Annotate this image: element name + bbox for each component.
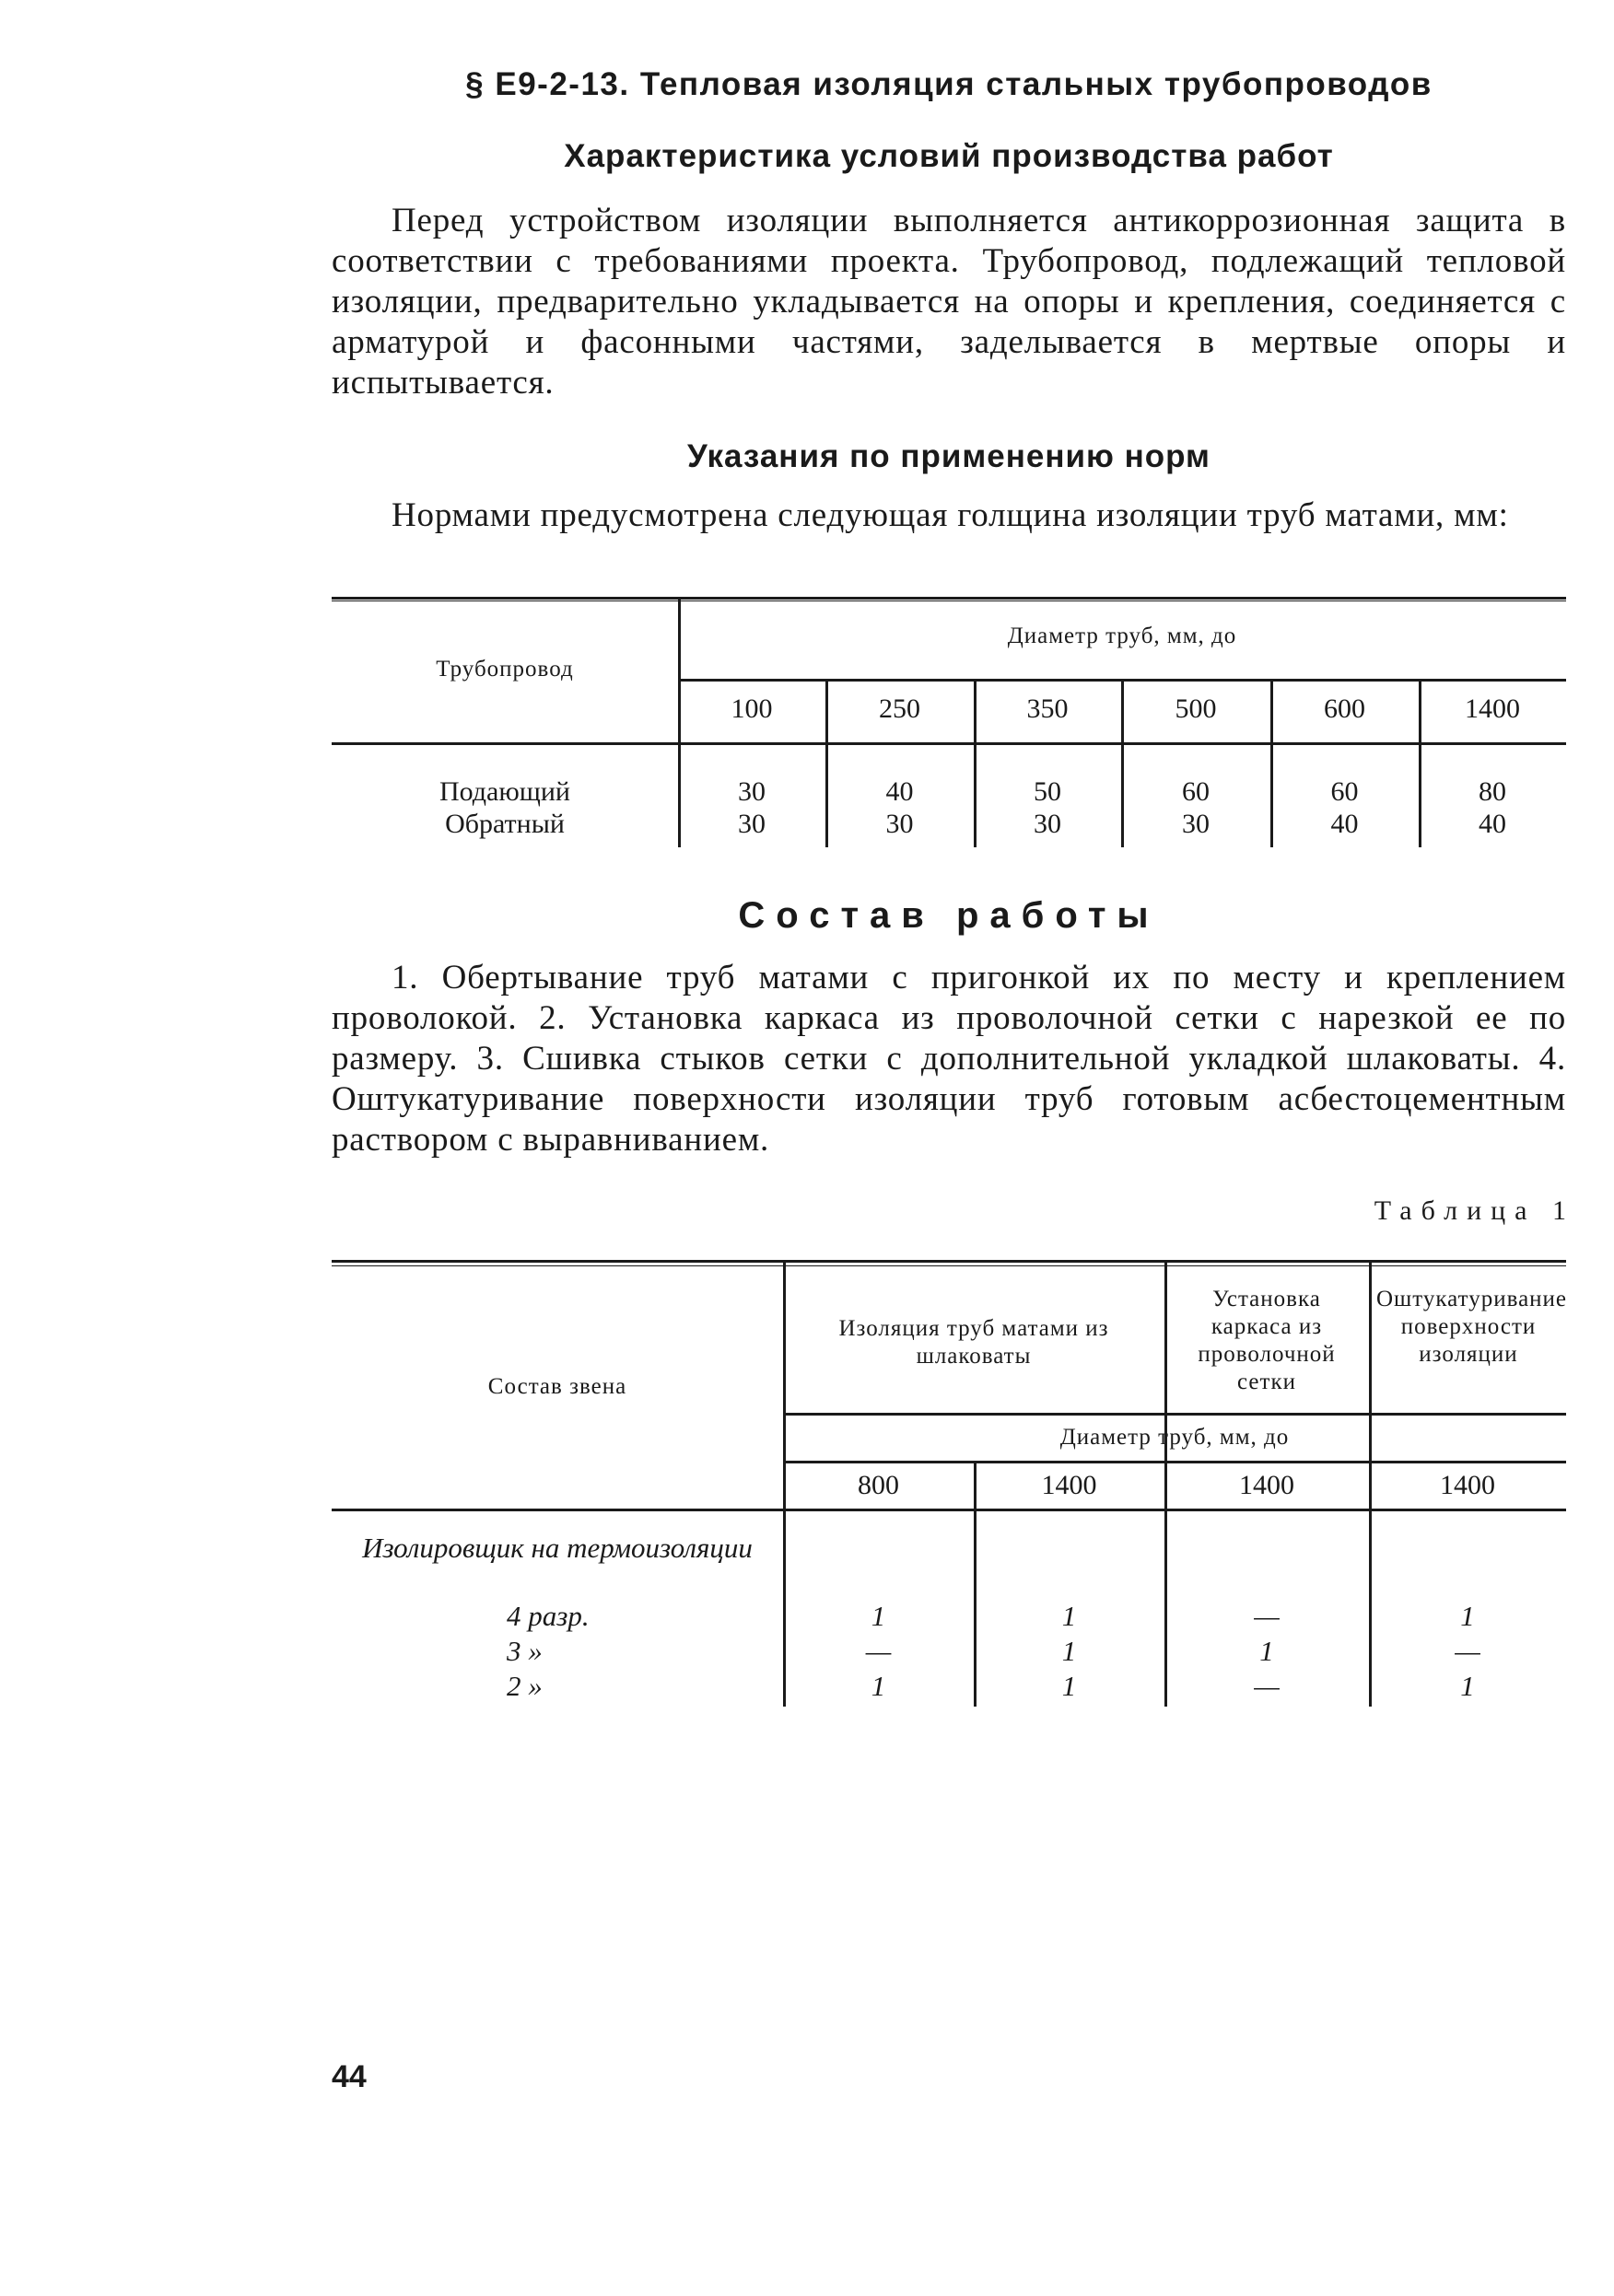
diameter-header: 1400: [1239, 1470, 1294, 1500]
table-cell: 40: [1330, 809, 1359, 839]
table-cell: 50: [1034, 776, 1061, 807]
grade-label: 3 »: [507, 1635, 543, 1667]
diameter-header: 350: [1026, 693, 1069, 724]
diameter-header: 100: [731, 693, 773, 724]
table-cell: 30: [1034, 809, 1061, 839]
section-title: § Е9-2-13. Тепловая изоляция стальных трубопроводов: [465, 66, 1433, 102]
diameter-header: 500: [1175, 693, 1217, 724]
table-caption: Таблица 1: [1374, 1195, 1575, 1226]
table-cell: 1: [1259, 1635, 1274, 1667]
row-name: Обратный: [445, 809, 565, 839]
row-name: Подающий: [439, 776, 570, 807]
diameter-header: 600: [1324, 693, 1365, 724]
diameter-header: 800: [858, 1470, 899, 1500]
diameter-header: 1400: [1440, 1470, 1495, 1500]
table-cell: 60: [1182, 776, 1210, 807]
crew-col-header: Состав звена: [487, 1374, 627, 1399]
grade-label: 4 разр.: [507, 1600, 590, 1632]
table-cell: —: [1455, 1635, 1480, 1667]
work-heading: Состав работы: [738, 895, 1160, 936]
group-header-frame: Установка каркаса из проволочной сетки: [1198, 1287, 1336, 1394]
page-number: 44: [332, 2059, 367, 2094]
table-cell: 1: [1460, 1600, 1475, 1632]
table-cell: 80: [1479, 776, 1506, 807]
table-cell: —: [1254, 1670, 1280, 1702]
table-cell: 60: [1330, 776, 1359, 807]
table-cell: —: [1254, 1600, 1280, 1632]
table-cell: 30: [885, 809, 914, 839]
document-page: [332, 0, 1575, 2296]
table-cell: 1: [1061, 1600, 1077, 1632]
thickness-group-header: Диаметр труб, мм, до: [1007, 624, 1237, 648]
norms-paragraph: Нормами предусмотрена следующая голщина изоляции труб матами, мм:: [392, 496, 1509, 534]
norms-heading: Указания по применению норм: [687, 438, 1210, 474]
table-cell: 1: [1061, 1670, 1077, 1702]
worker-title: Изолировщик на термоизоляции: [362, 1532, 753, 1564]
diameter-header: 1400: [1041, 1470, 1097, 1500]
work-paragraph: 1. Обертывание труб матами с пригонкой их по месту и креплением проволокой. 2. Установка каркаса из проволочной сетки с нарезкой ее по размеру. 3. Сшивка стыков сетки с дополнительной укладкой шлаковаты. 4. Оштукатуривание поверхности изоляции труб готовым асбестоцементным раствором с выравниванием.: [332, 959, 1566, 1159]
diameter-header: 250: [879, 693, 920, 724]
crew-diameter-header: Диаметр труб, мм, до: [1059, 1425, 1290, 1450]
table-cell: 40: [1479, 809, 1506, 839]
conditions-heading: Характеристика условий производства работ: [564, 138, 1334, 174]
group-header-mats: Изоляция труб матами из шлаковаты: [838, 1316, 1109, 1369]
table-cell: —: [865, 1635, 892, 1667]
grade-label: 2 »: [507, 1670, 543, 1702]
table-cell: 30: [738, 809, 766, 839]
table-cell: 1: [1460, 1670, 1475, 1702]
thickness-col-header: Трубопровод: [436, 657, 574, 682]
diameter-header: 1400: [1465, 693, 1520, 724]
conditions-paragraph: Перед устройством изоляции выполняется антикоррозионная защита в соответствии с требованиями проекта. Трубопровод, подлежащий тепловой изоляции, предварительно укладывается на опоры и крепления, соединяется с арматурой и фасонными частями, заделывается в мертвые опоры и испытывается.: [332, 202, 1566, 402]
table-cell: 30: [1182, 809, 1210, 839]
table-cell: 1: [871, 1670, 886, 1702]
group-header-plaster: Оштукатуривание поверхности изоляции: [1376, 1287, 1568, 1367]
table-cell: 1: [871, 1600, 886, 1632]
table-cell: 1: [1061, 1635, 1077, 1667]
table-cell: 30: [738, 776, 766, 807]
table-cell: 40: [885, 776, 914, 807]
